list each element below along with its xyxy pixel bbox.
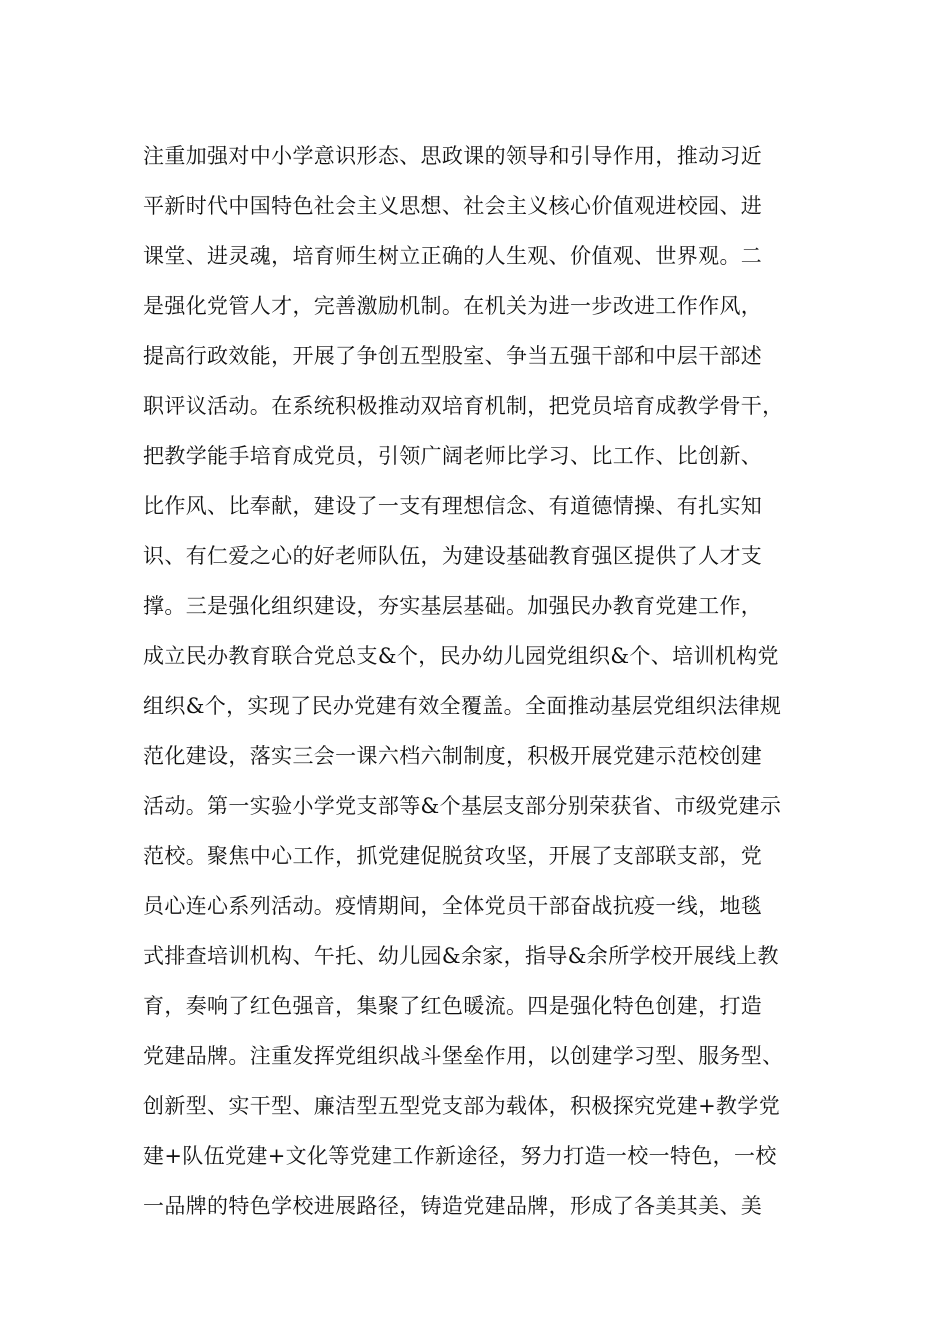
text-line: 范校。聚焦中心工作，抓党建促脱贫攻坚，开展了支部联支部，党 — [143, 844, 763, 868]
text-line: 提高行政效能，开展了争创五型股室、争当五强干部和中层干部述 — [143, 344, 763, 368]
text-line: 党建品牌。注重发挥党组织战斗堡垒作用，以创建学习型、服务型、 — [143, 1044, 784, 1068]
text-line: 员心连心系列活动。疫情期间，全体党员干部奋战抗疫一线，地毯 — [143, 894, 763, 918]
text-line: 平新时代中国特色社会主义思想、社会主义核心价值观进校园、进 — [143, 194, 763, 218]
text-line: 建+队伍党建+文化等党建工作新途径，努力打造一校一特色，一校 — [143, 1144, 777, 1168]
text-line: 把教学能手培育成党员，引领广阔老师比学习、比工作、比创新、 — [143, 444, 763, 468]
text-line: 注重加强对中小学意识形态、思政课的领导和引导作用，推动习近 — [143, 144, 763, 168]
text-line: 组织&个，实现了民办党建有效全覆盖。全面推动基层党组织法律规 — [143, 694, 782, 718]
text-line: 职评议活动。在系统积极推动双培育机制，把党员培育成教学骨干， — [143, 394, 784, 418]
text-line: 一品牌的特色学校进展路径，铸造党建品牌，形成了各美其美、美 — [143, 1194, 763, 1218]
text-line: 活动。第一实验小学党支部等&个基层支部分别荣获省、市级党建示 — [143, 794, 782, 818]
text-line: 识、有仁爱之心的好老师队伍，为建设基础教育强区提供了人才支 — [143, 544, 763, 568]
text-line: 育，奏响了红色强音，集聚了红色暖流。四是强化特色创建，打造 — [143, 994, 763, 1018]
body-paragraph — [143, 131, 823, 1231]
text-line: 创新型、实干型、廉洁型五型党支部为载体，积极探究党建+教学党 — [143, 1094, 781, 1118]
text-line: 范化建设，落实三会一课六档六制制度，积极开展党建示范校创建 — [143, 744, 763, 768]
text-line: 是强化党管人才，完善激励机制。在机关为进一步改进工作作风， — [143, 294, 763, 318]
text-line: 撑。三是强化组织建设，夯实基层基础。加强民办教育党建工作， — [143, 594, 763, 618]
text-line: 课堂、进灵魂，培育师生树立正确的人生观、价值观、世界观。二 — [143, 244, 763, 268]
text-line: 比作风、比奉献，建设了一支有理想信念、有道德情操、有扎实知 — [143, 494, 763, 518]
text-line: 式排查培训机构、午托、幼儿园&余家，指导&余所学校开展线上教 — [143, 944, 779, 968]
text-line: 成立民办教育联合党总支&个，民办幼儿园党组织&个、培训机构党 — [143, 644, 779, 668]
